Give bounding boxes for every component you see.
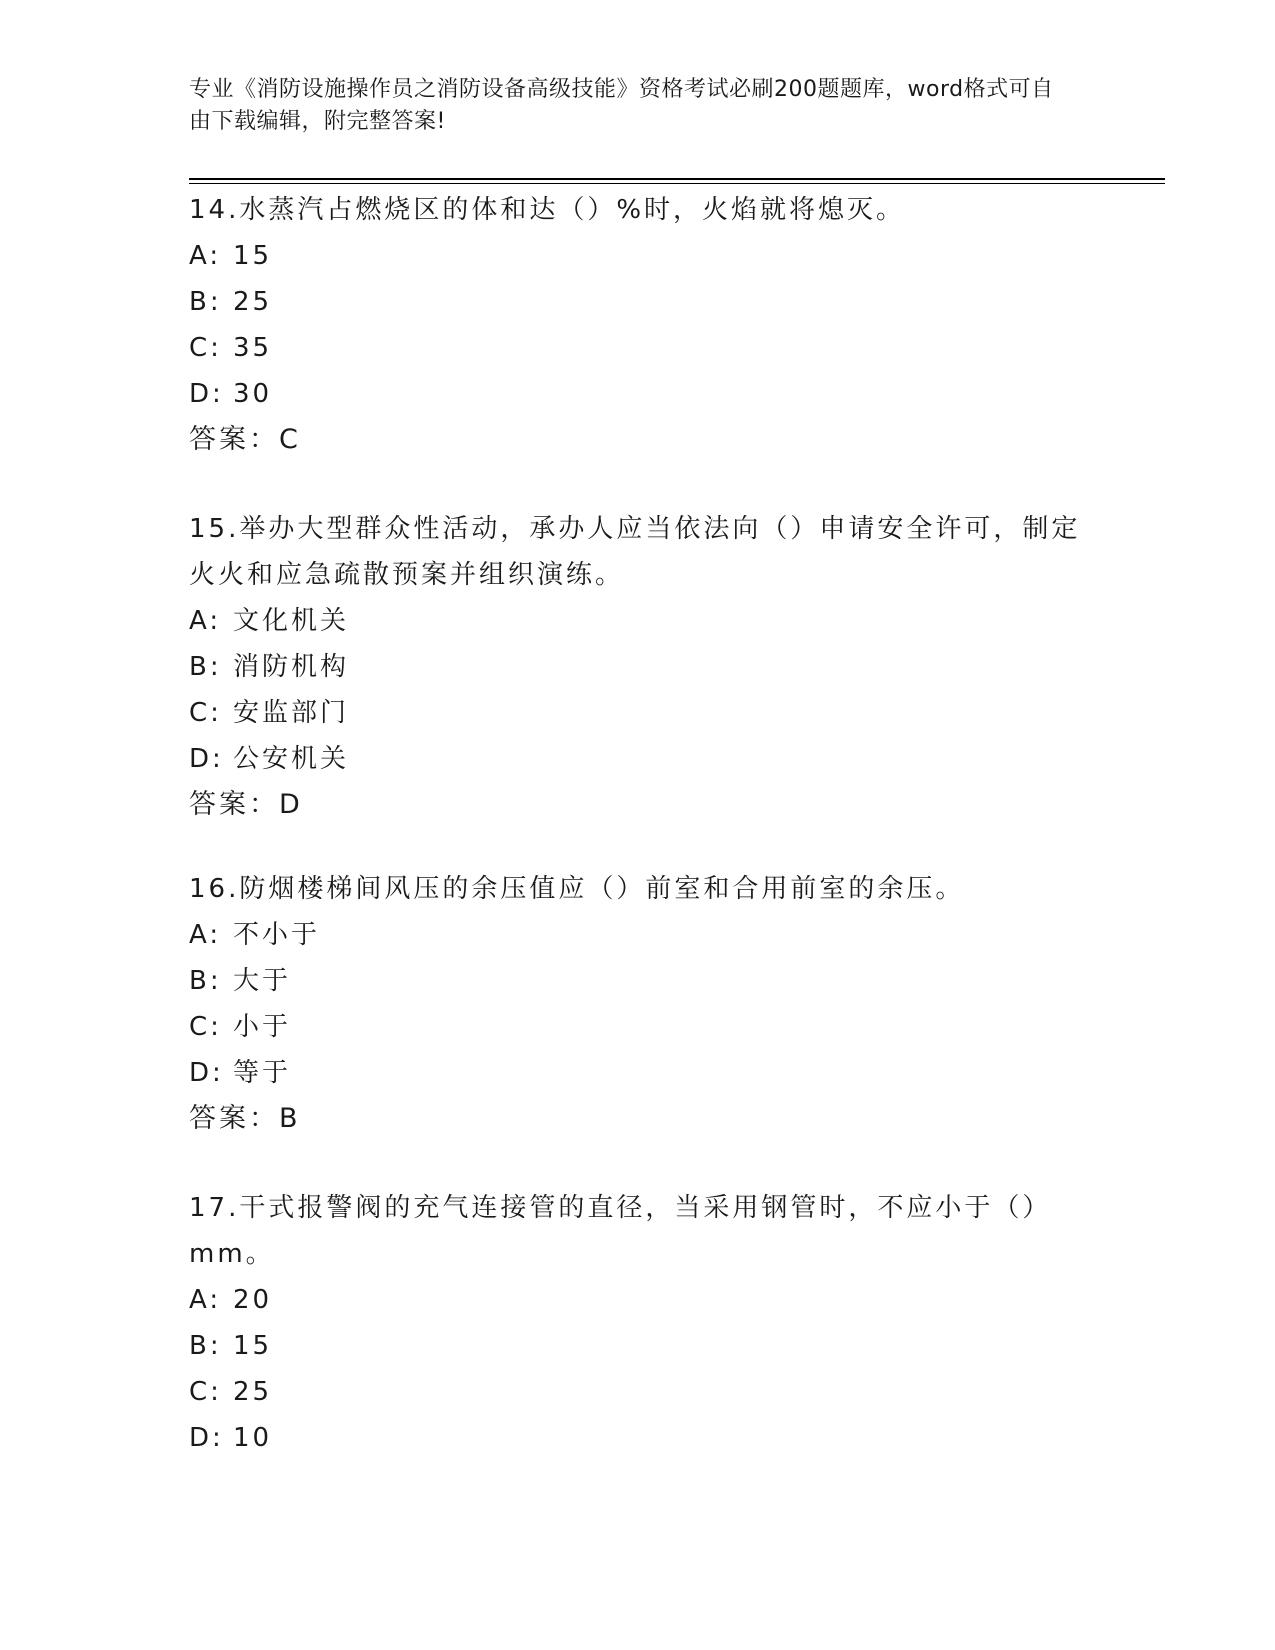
option-value: 15 <box>233 241 273 271</box>
option-value: 30 <box>233 379 273 409</box>
option-c <box>189 690 1089 736</box>
option-a <box>189 912 1089 958</box>
option-key: D: <box>189 744 224 774</box>
option-value: 安监部门 <box>233 698 350 728</box>
header-divider-thick <box>189 178 1165 180</box>
option-key: C: <box>189 333 222 363</box>
option-value: 15 <box>233 1331 273 1361</box>
option-value: 10 <box>233 1423 273 1453</box>
question-text: 15.举办大型群众性活动，承办人应当依法向（）申请安全许可，制定火火和应急疏散预案并组织演练。 <box>189 514 1081 590</box>
answer-value: B <box>279 1103 300 1134</box>
option-d <box>189 1050 1089 1096</box>
question-14 <box>189 187 1089 463</box>
option-key: B: <box>189 966 222 996</box>
option-value: 不小于 <box>233 920 321 950</box>
option-value: 文化机关 <box>233 606 350 636</box>
option-a <box>189 233 1089 279</box>
option-value: 大于 <box>233 966 292 996</box>
question-text: 14.水蒸汽占燃烧区的体和达（）%时，火焰就将熄灭。 <box>189 195 906 225</box>
answer-value: C <box>279 424 300 455</box>
option-key: C: <box>189 698 222 728</box>
option-b <box>189 958 1089 1004</box>
option-key: B: <box>189 1331 222 1361</box>
option-c <box>189 1369 1089 1415</box>
option-key: D: <box>189 379 224 409</box>
answer-line <box>189 1096 1089 1142</box>
option-value: 20 <box>233 1285 273 1315</box>
option-d <box>189 1415 1089 1461</box>
answer-line <box>189 782 1089 828</box>
option-key: A: <box>189 1285 222 1315</box>
option-b <box>189 279 1089 325</box>
answer-label: 答案： <box>189 789 279 820</box>
option-d <box>189 371 1089 417</box>
option-key: A: <box>189 241 222 271</box>
option-value: 25 <box>233 287 273 317</box>
question-text: 17.干式报警阀的充气连接管的直径，当采用钢管时，不应小于（）mm。 <box>189 1193 1052 1269</box>
option-value: 等于 <box>233 1058 292 1088</box>
option-value: 35 <box>233 333 273 363</box>
answer-line <box>189 417 1089 463</box>
option-key: A: <box>189 606 222 636</box>
question-17 <box>189 1185 1089 1461</box>
option-a <box>189 598 1089 644</box>
answer-value: D <box>279 789 302 820</box>
option-c <box>189 1004 1089 1050</box>
question-15 <box>189 506 1089 828</box>
option-value: 消防机构 <box>233 652 350 682</box>
option-key: D: <box>189 1423 224 1453</box>
option-b <box>189 1323 1089 1369</box>
option-key: D: <box>189 1058 224 1088</box>
option-key: B: <box>189 287 222 317</box>
option-d <box>189 736 1089 782</box>
answer-label: 答案： <box>189 424 279 455</box>
option-c <box>189 325 1089 371</box>
option-b <box>189 644 1089 690</box>
option-a <box>189 1277 1089 1323</box>
question-16 <box>189 866 1089 1142</box>
option-value: 25 <box>233 1377 273 1407</box>
option-key: B: <box>189 652 222 682</box>
option-key: C: <box>189 1012 222 1042</box>
question-text: 16.防烟楼梯间风压的余压值应（）前室和合用前室的余压。 <box>189 874 965 904</box>
header-divider-thin <box>189 183 1165 184</box>
option-key: C: <box>189 1377 222 1407</box>
answer-label: 答案： <box>189 1103 279 1134</box>
document-intro: 专业《消防设施操作员之消防设备高级技能》资格考试必刷200题题库，word格式可自由下载编辑，附完整答案! <box>189 77 1054 134</box>
option-value: 公安机关 <box>233 744 350 774</box>
option-key: A: <box>189 920 222 950</box>
option-value: 小于 <box>233 1012 292 1042</box>
